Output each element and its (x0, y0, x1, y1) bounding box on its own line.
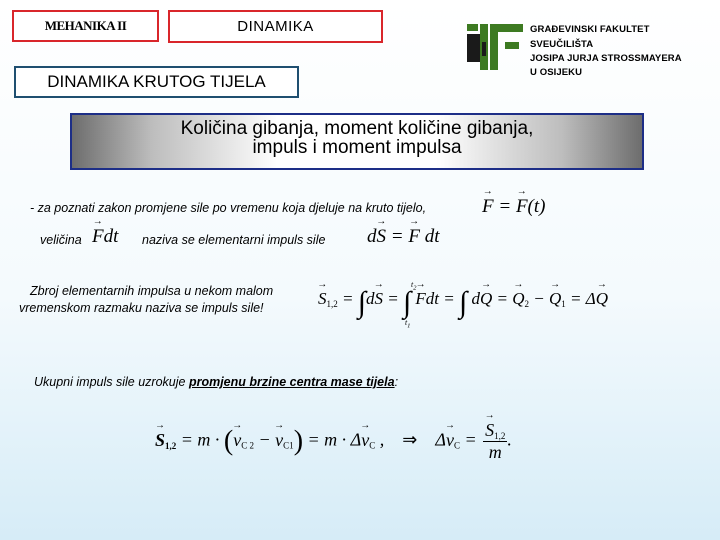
text-sum-impulses-2: vremenskom razmaku naziva se impuls sile! (19, 301, 264, 315)
faculty-name-line-4: U OSIJEKU (530, 67, 583, 78)
text-elementary-impulse: naziva se elementarni impuls sile (142, 233, 326, 247)
text-velicina: veličina (40, 233, 82, 247)
formula-ds-fdt: d→ S = → F dt (367, 226, 439, 248)
faculty-name-line-2: SVEUČILIŠTA (530, 39, 594, 50)
formula-force-time: → F = → F(t) (482, 196, 545, 218)
slide-title-banner (70, 113, 644, 170)
topic-title: DINAMIKA (168, 10, 383, 43)
faculty-name-line-1: GRAĐEVINSKI FAKULTET (530, 24, 650, 35)
formula-impulse-integral: → $S_{1,2} = \int d\to S$ = ∫ $t_2$ $t_1$ → Fdt = ∫ d→ Q = → $Q_2$ − → $Q_1 = \Delta\to Q$ (318, 286, 608, 320)
course-title: MEHANIKA II (12, 10, 159, 42)
faculty-logo (467, 24, 523, 70)
faculty-name-line-3: JOSIPA JURJA STROSSMAYERA (530, 53, 682, 64)
slide-title-line-2: impuls i moment impulsa (252, 137, 462, 158)
formula-f-dt: → Fdt (92, 226, 118, 248)
text-sum-impulses-1: Zbroj elementarnih impulsa u nekom malom (30, 284, 274, 298)
text-total-impulse-start: Ukupni impuls sile uzrokuje (34, 375, 189, 389)
text-total-impulse (34, 375, 398, 389)
text-total-impulse-bold: promjenu brzine centra mase tijela (188, 375, 395, 389)
slide-title-line-1: Količina gibanja, moment količine gibanja, (180, 118, 534, 139)
section-title: DINAMIKA KRUTOG TIJELA (14, 66, 299, 98)
text-force-law: - za poznati zakon promjene sile po vremenu koja djeluje na kruto tijelo, (30, 201, 427, 215)
text-total-impulse-end: : (394, 375, 399, 389)
formula-velocity-change: → $S_{1,2} = m$ · (→ $v_{C 2}$ − → $v_{C1}) = m \cdot \Delta\to v_C$ , ⇒ $\Delta\to v_C$ = → $\frac{S_{1,2}}{m}$ . (155, 420, 512, 463)
